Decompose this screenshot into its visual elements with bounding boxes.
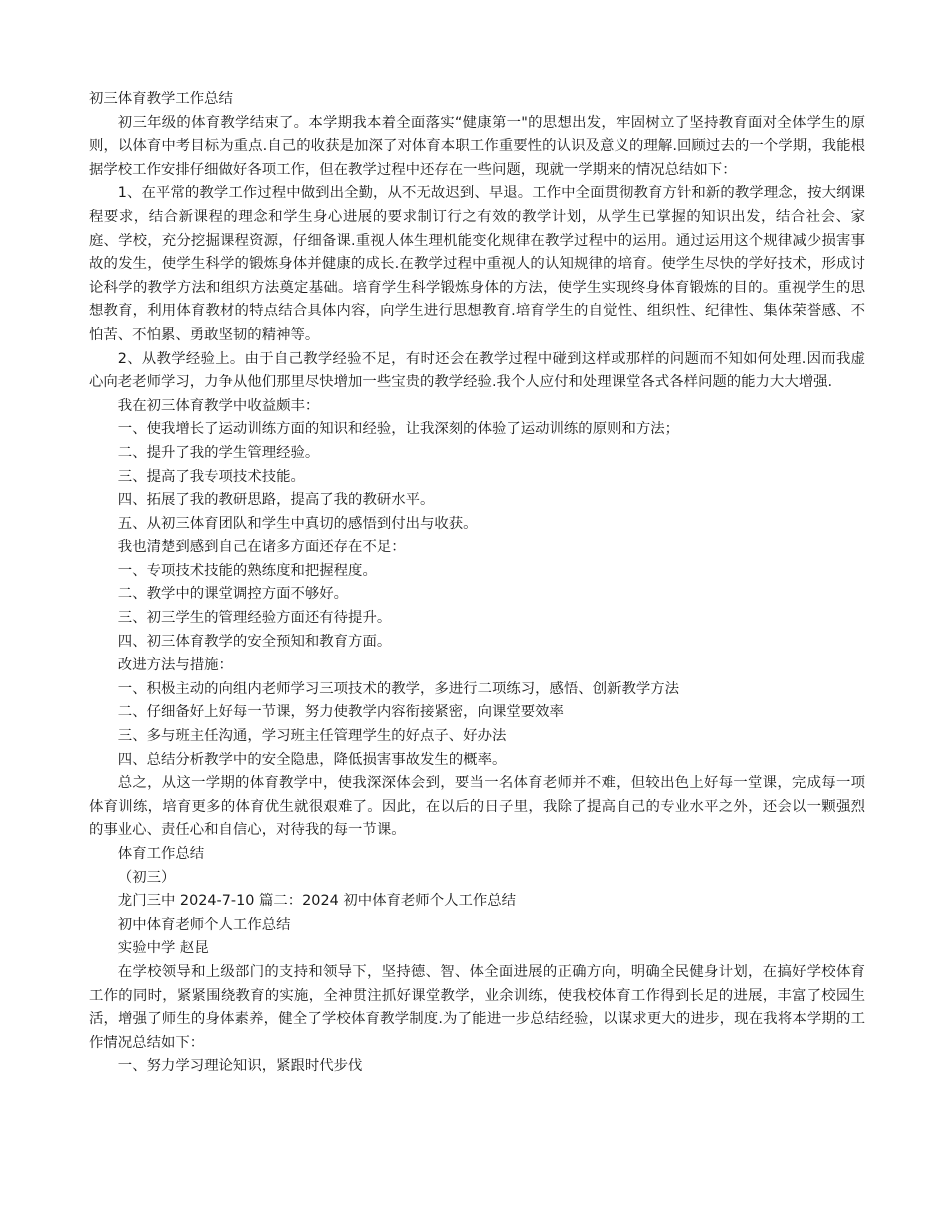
list-item: 三、多与班主任沟通，学习班主任管理学生的好点子、好办法 [117, 728, 507, 745]
paragraph: 我也清楚到感到自己在诸多方面还存在不足： [117, 539, 406, 556]
section-heading: 初中体育老师个人工作总结 [117, 916, 291, 933]
list-item: 一、积极主动的向组内老师学习三项技术的教学，多进行二项练习，感悟、创新教学方法 [117, 680, 680, 697]
list-item: 一、专项技术技能的熟练度和把握程度。 [117, 562, 377, 579]
paragraph: 初三年级的体育教学结束了。本学期我本着全面落实“健康第一"的思想出发，牢固树立了坚持教育面对全体学生的原则，以体育中考目标为重点.自己的收获是加深了对体育本职工作重要性的认识及意义的理解.回顾过去的一个学期，我能根据学校工作安排仔细做好各项工作，但在教学过程中还存在一些问题，现就一学期来的情况总结如下： [89, 114, 865, 178]
paragraph: 改进方法与措施： [117, 657, 233, 674]
paragraph: 2、从教学经验上。由于自己教学经验不足，有时还会在教学过程中碰到这样或那样的问题而不知如何处理.因而我虚心向老老师学习，力争从他们那里尽快增加一些宝贵的教学经验.我个人应付和处理课堂各式各样问题的能力大大增强. [89, 350, 865, 391]
section-heading: 一、努力学习理论知识，紧跟时代步伐 [117, 1058, 363, 1075]
section-heading: 体育工作总结 [117, 846, 205, 862]
paragraph: 1、在平常的教学工作过程中做到出全勤，从不无故迟到、早退。工作中全面贯彻教育方针和新的教学理念，按大纲课程要求，结合新课程的理念和学生身心进展的要求制订行之有效的教学计划，从学生已掌握的知识出发，结合社会、家庭、学校，充分挖掘课程资源，仔细备课.重视人体生理机能变化规律在教学过程中的运用。通过运用这个规律减少损害事故的发生，使学生科学的锻炼身体并健康的成长.在教学过程中重视人的认知规律的培育。使学生尽快的学好技术，形成讨论科学的教学方法和组织方法奠定基础。培育学生科学锻炼身体的方法，使学生实现终身体育锻炼的目的。重视学生的思想教育，利用体育教材的特点结合具体内容，向学生进行思想教育.培育学生的自觉性、组织性、纪律性、集体荣誉感、不怕苦、不怕累、勇敢坚韧的精神等。 [89, 185, 865, 343]
document-title: 初三体育教学工作总结 [89, 91, 233, 107]
list-item: 二、教学中的课堂调控方面不够好。 [117, 586, 349, 603]
list-item: 三、初三学生的管理经验方面还有待提升。 [117, 610, 392, 627]
list-item: 二、仔细备好上好每一节课，努力使教学内容衔接紧密，向课堂要效率 [117, 704, 564, 721]
list-item: 五、从初三体育团队和学生中真切的感悟到付出与收获。 [117, 515, 478, 532]
byline: 龙门三中 2024-7-10 篇二：2024 初中体育老师个人工作总结 [117, 893, 517, 910]
list-item: 三、提高了我专项技术技能。 [117, 468, 305, 485]
section-subheading: （初三） [117, 869, 176, 886]
author-line: 实验中学 赵昆 [117, 940, 209, 957]
list-item: 一、使我增长了运动训练方面的知识和经验，让我深刻的体验了运动训练的原则和方法； [117, 421, 680, 438]
list-item: 二、提升了我的学生管理经验。 [117, 444, 320, 461]
paragraph: 我在初三体育教学中收益颇丰： [117, 397, 320, 414]
list-item: 四、初三体育教学的安全预知和教育方面。 [117, 633, 392, 650]
list-item: 四、拓展了我的教研思路，提高了我的教研水平。 [117, 492, 435, 509]
document-page [89, 88, 865, 1079]
paragraph: 总之，从这一学期的体育教学中，使我深深体会到，要当一名体育老师并不难，但较出色上好每一堂课，完成每一项体育训练，培育更多的体育优生就很艰难了。因此，在以后的日子里，我除了提高自己的专业水平之外，还会以一颗强烈的事业心、责任心和自信心，对待我的每一节课。 [89, 775, 865, 839]
paragraph: 在学校领导和上级部门的支持和领导下，坚持德、智、体全面进展的正确方向，明确全民健身计划，在搞好学校体育工作的同时，紧紧围绕教育的实施，全神贯注抓好课堂教学，业余训练，使我校体育工作得到长足的进展，丰富了校园生活，增强了师生的身体素养，健全了学校体育教学制度.为了能进一步总结经验，以谋求更大的进步，现在我将本学期的工作情况总结如下： [89, 963, 865, 1051]
list-item: 四、总结分析教学中的安全隐患，降低损害事故发生的概率。 [117, 751, 507, 768]
